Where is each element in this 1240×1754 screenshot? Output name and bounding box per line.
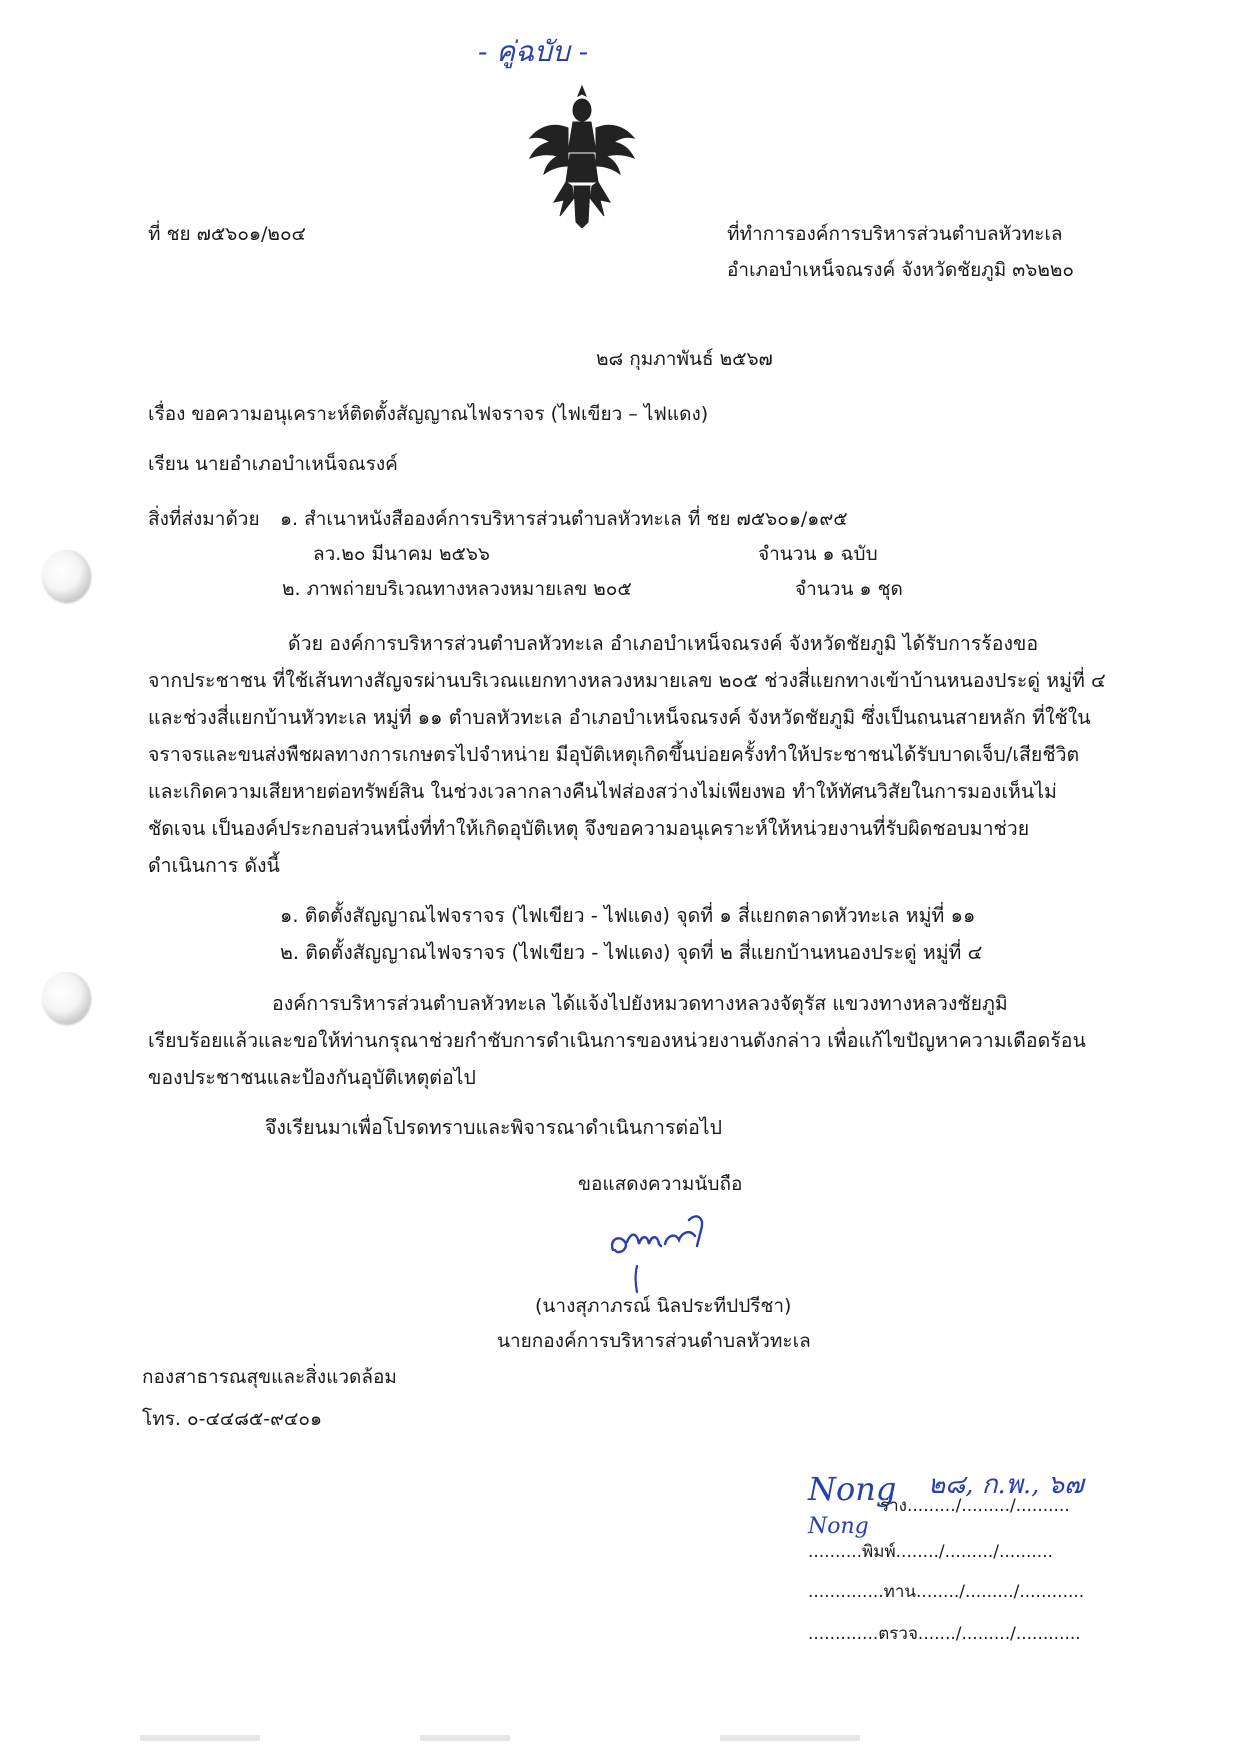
body-line: และเกิดความเสียหายต่อทรัพย์สิน ในช่วงเวลากลางคืนไฟส่องสว่างไม่เพียงพอ ทำให้ทัศนวิสัยในการมองเห็นไม่ xyxy=(148,780,1057,803)
document-date: ๒๘ กุมภาพันธ์ ๒๕๖๗ xyxy=(596,348,773,370)
body-line: ดำเนินการ ดังนี้ xyxy=(148,854,280,877)
attachment-item-1-qty: จำนวน ๑ ฉบับ xyxy=(758,543,878,565)
attachment-item-1-date: ลว.๒๐ มีนาคม ๒๕๖๖ xyxy=(313,543,490,565)
body-line: ด้วย องค์การบริหารส่วนตำบลหัวทะเล อำเภอบำเหน็จณรงค์ จังหวัดชัยภูมิ ได้รับการร้องขอ xyxy=(288,632,1039,655)
control-line-type: ..........พิมพ์......../........./.......... xyxy=(808,1542,1054,1562)
closing-paragraph: จึงเรียนมาเพื่อโปรดทราบและพิจารณาดำเนินการต่อไป xyxy=(265,1116,722,1139)
body-line: ของประชาชนและป้องกันอุบัติเหตุต่อไป xyxy=(148,1066,476,1089)
closing-salutation: ขอแสดงความนับถือ xyxy=(578,1173,743,1195)
attachment-item-2: ๒. ภาพถ่ายบริเวณทางหลวงหมายเลข ๒๐๕ xyxy=(282,578,632,600)
handwritten-initials-2: Nong xyxy=(808,1514,869,1539)
request-item-2: ๒. ติดตั้งสัญญาณไฟจราจร (ไฟเขียว - ไฟแดง) จุดที่ ๒ สี่แยกบ้านหนองประดู่ หมู่ที่ ๔ xyxy=(280,941,983,964)
signature xyxy=(605,1210,715,1295)
body-line: เรียบร้อยแล้วและขอให้ท่านกรุณาช่วยกำชับการดำเนินการของหน่วยงานดังกล่าว เพื่อแก้ไขปัญหาความเดือดร้อน xyxy=(148,1029,1086,1052)
subject-line: เรื่อง ขอความอนุเคราะห์ติดตั้งสัญญาณไฟจราจร (ไฟเขียว – ไฟแดง) xyxy=(148,403,709,425)
office-address-line2: อำเภอบำเหน็จณรงค์ จังหวัดชัยภูมิ ๓๖๒๒๐ xyxy=(727,259,1074,281)
signatory-name: (นางสุภาภรณ์ นิลประทีปปรีชา) xyxy=(535,1295,792,1317)
body-line: และช่วงสี่แยกบ้านหัวทะเล หมู่ที่ ๑๑ ตำบลหัวทะเล อำเภอบำเหน็จณรงค์ จังหวัดชัยภูมิ ซึ่งเป็นถนนสายหลัก ที่ใช้ใน xyxy=(148,706,1091,729)
office-address-line1: ที่ทำการองค์การบริหารส่วนตำบลหัวทะเล xyxy=(727,223,1063,245)
signatory-position: นายกองค์การบริหารส่วนตำบลหัวทะเล xyxy=(497,1330,811,1352)
department: กองสาธารณสุขและสิ่งแวดล้อม xyxy=(142,1366,397,1388)
request-item-1: ๑. ติดตั้งสัญญาณไฟจราจร (ไฟเขียว - ไฟแดง) จุดที่ ๑ สี่แยกตลาดหัวทะเล หมู่ที่ ๑๑ xyxy=(280,904,976,927)
phone-number: โทร. ๐-๔๔๘๕-๙๔๐๑ xyxy=(142,1408,323,1430)
garuda-emblem-icon xyxy=(524,82,640,228)
control-line-draft: ร่าง........./........./.......... xyxy=(880,1496,1070,1516)
control-line-proofread: ..............ทาน......../........./............ xyxy=(808,1582,1085,1602)
copy-annotation: - คู่ฉบับ - xyxy=(478,35,589,68)
handwritten-initials-1: Nong xyxy=(808,1470,897,1508)
scan-edge-artifact xyxy=(140,1735,260,1741)
reference-number: ที่ ชย ๗๕๖๐๑/๒๐๔ xyxy=(148,223,306,245)
body-line: ชัดเจน เป็นองค์ประกอบส่วนหนึ่งที่ทำให้เกิดอุบัติเหตุ จึงขอความอนุเคราะห์ให้หน่วยงานที่รับผิดชอบมาช่วย xyxy=(148,817,1030,840)
body-line: จากประชาชน ที่ใช้เส้นทางสัญจรผ่านบริเวณแยกทางหลวงหมายเลข ๒๐๕ ช่วงสี่แยกทางเข้าบ้านหนองประดู่ หมู่ที่ ๔ xyxy=(148,669,1106,692)
recipient-line: เรียน นายอำเภอบำเหน็จณรงค์ xyxy=(148,453,398,475)
hole-punch-top xyxy=(42,550,90,602)
body-line: องค์การบริหารส่วนตำบลหัวทะเล ได้แจ้งไปยังหมวดทางหลวงจัตุรัส แขวงทางหลวงชัยภูมิ xyxy=(272,992,1008,1015)
attachment-item-1: ๑. สำเนาหนังสือองค์การบริหารส่วนตำบลหัวทะเล ที่ ชย ๗๕๖๐๑/๑๙๕ xyxy=(280,508,848,530)
hole-punch-bottom xyxy=(42,972,90,1024)
attachment-item-2-qty: จำนวน ๑ ชุด xyxy=(795,578,903,600)
body-line: จราจรและขนส่งพืชผลทางการเกษตรไปจำหน่าย มีอุบัติเหตุเกิดขึ้นบ่อยครั้งทำให้ประชาชนได้รับบาดเจ็บ/เสียชีวิต xyxy=(148,743,1080,766)
scan-edge-artifact xyxy=(420,1735,510,1741)
scan-edge-artifact xyxy=(720,1735,860,1741)
control-line-check: .............ตรวจ......./........./............ xyxy=(808,1624,1081,1644)
handwritten-date: ๒๘, ก.พ., ๖๗ xyxy=(928,1470,1084,1500)
attachments-label: สิ่งที่ส่งมาด้วย xyxy=(148,508,260,530)
